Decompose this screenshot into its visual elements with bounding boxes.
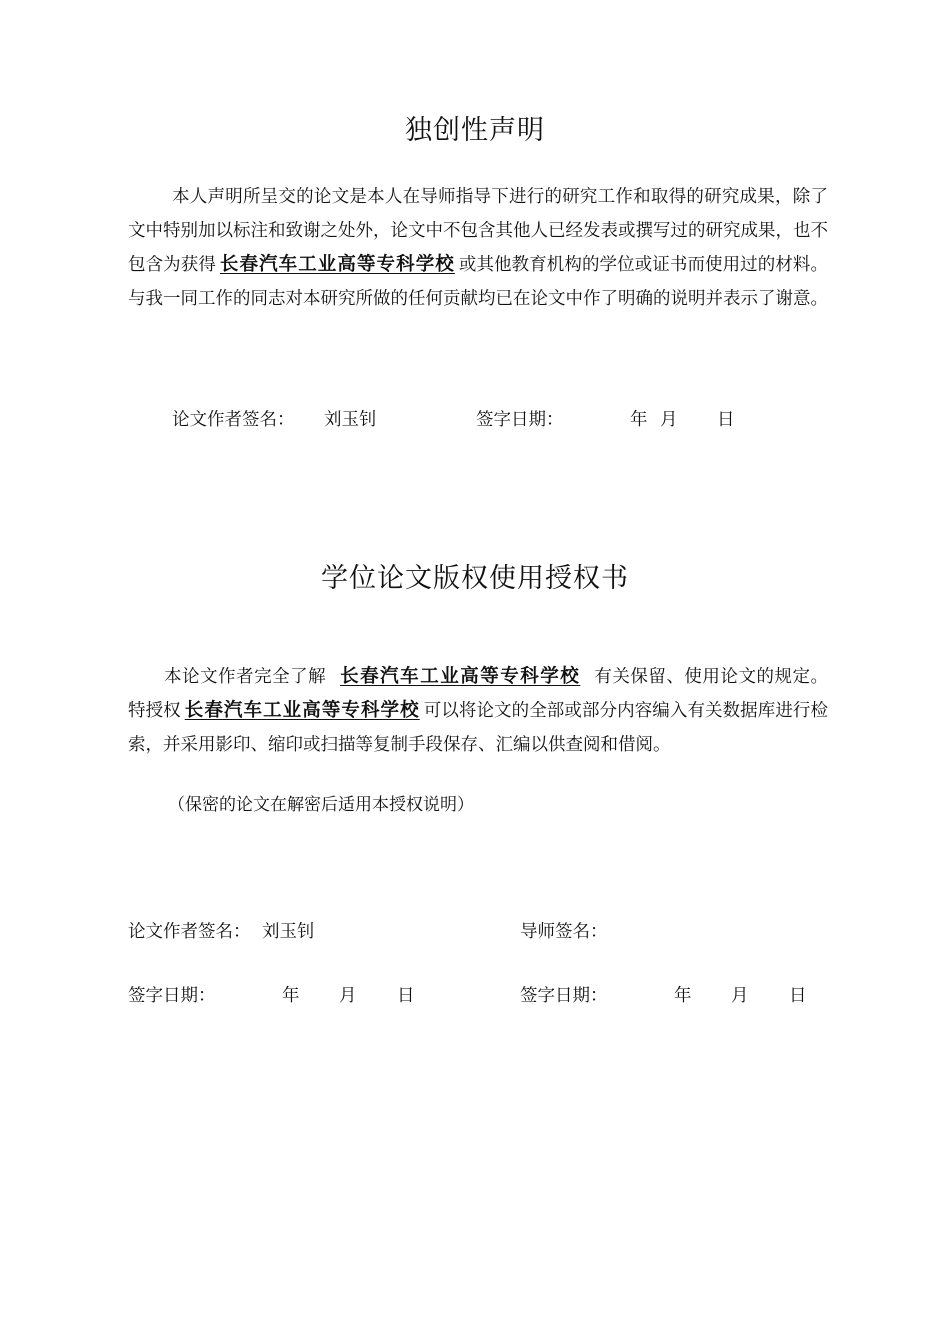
declaration-signature-value: 刘玉钊 [324, 410, 377, 430]
declaration-text-part1: 本人声明所呈交的论文是本人在导师指导下进行的研究工作和取得的研究成果，除了文中特别加以标注和致谢之处外，论文中不包含其他人已经发表或撰写过的研究成果，也不包含为获得 [128, 187, 828, 275]
declaration-month-label: 月 [660, 410, 678, 430]
declaration-day-label: 日 [717, 410, 735, 430]
authorization-author-year-label: 年 [282, 986, 300, 1006]
declaration-title: 独创性声明 [405, 115, 545, 146]
authorization-note: （保密的论文在解密后适用本授权说明） [168, 795, 474, 815]
authorization-school-name-1: 长春汽车工业高等专科学校 [340, 666, 581, 687]
authorization-title: 学位论文版权使用授权书 [321, 563, 629, 594]
authorization-advisor-date-label: 签字日期： [520, 986, 608, 1006]
declaration-signature-label: 论文作者签名： [172, 410, 295, 430]
authorization-author-day-label: 日 [397, 986, 415, 1006]
authorization-author-month-label: 月 [339, 986, 357, 1006]
authorization-advisor-month-label: 月 [731, 986, 749, 1006]
declaration-text-part2: 或其他教育机构的学位或证书而使用过的材料。与我一同工作的同志对本研究所做的任何贡献均已在论文中作了明确的说明并表示了谢意。 [128, 255, 829, 309]
authorization-author-date-label: 签字日期： [128, 986, 216, 1006]
authorization-advisor-signature-label: 导师签名： [520, 922, 608, 942]
authorization-paragraph [128, 660, 828, 762]
declaration-paragraph [128, 180, 828, 316]
authorization-author-signature-value: 刘玉钊 [262, 922, 315, 942]
declaration-school-name: 长春汽车工业高等专科学校 [219, 254, 455, 275]
declaration-year-label: 年 [630, 410, 648, 430]
authorization-author-signature-label: 论文作者签名： [128, 922, 251, 942]
authorization-text-part3: 可以将论文的全部或部分内容编入有关数据库进行检索，并采用影印、缩印或扫描等复制手段保存、汇编以供查阅和借阅。 [128, 701, 829, 755]
authorization-school-name-2: 长春汽车工业高等专科学校 [184, 700, 420, 721]
authorization-advisor-year-label: 年 [674, 986, 692, 1006]
authorization-text-part2: 有关保留、使用论文的规定。特授权 [128, 667, 829, 721]
authorization-advisor-day-label: 日 [789, 986, 807, 1006]
declaration-date-label: 签字日期： [476, 410, 564, 430]
authorization-text-part1: 本论文作者完全了解 [164, 667, 327, 687]
